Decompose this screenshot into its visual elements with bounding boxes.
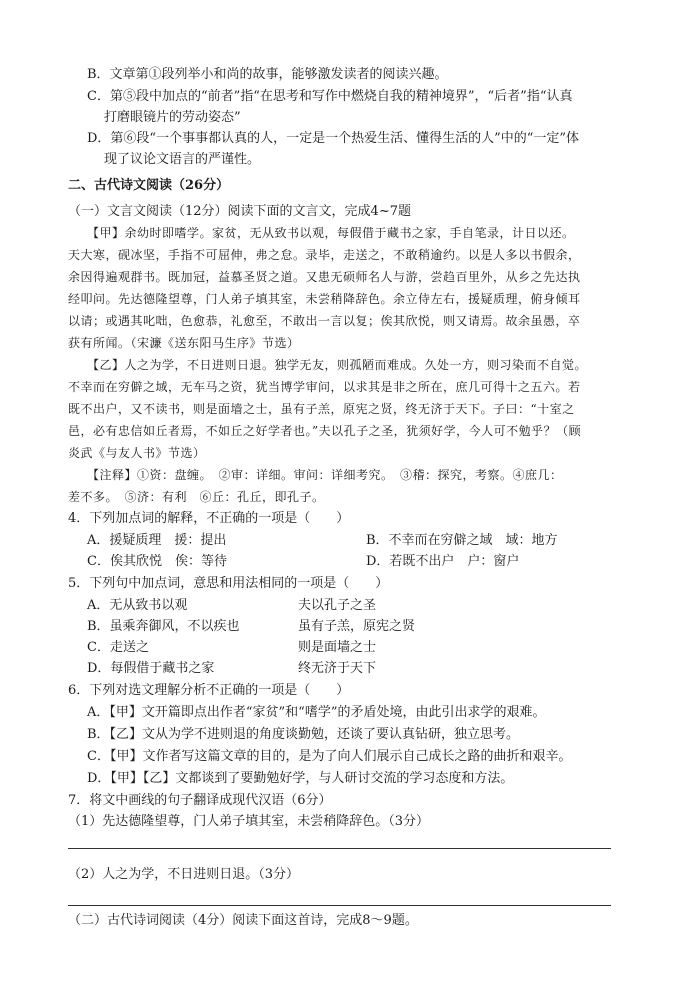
q4-option-c: C．俟其欣悦 俟：等待 bbox=[87, 554, 227, 569]
q3-option-d-line2: 现了议论文语言的严谨性。 bbox=[104, 152, 261, 167]
q4-option-d: D．若既不出户 户：窗户 bbox=[366, 554, 520, 569]
passage-a-line: 余因得遍观群书。既加冠，益慕圣贤之道。又患无硕师名人与游，尝趋百里外，从乡之先达执 bbox=[68, 270, 581, 284]
part2-intro: （二）古代诗词阅读（4分）阅读下面这首诗，完成8～9题。 bbox=[68, 913, 418, 928]
q5-option-c-left: C．走送之 bbox=[87, 640, 149, 655]
passage-b-line: 既不出户，又不读书，则是面墙之士，虽有子羔，原宪之贤，终无济于天下。子曰：“十室之 bbox=[68, 402, 575, 416]
passage-b-line: 不幸而在穷僻之域，无车马之资，犹当博学审问，以求其是非之所在，庶几可得十之五六。若 bbox=[68, 380, 581, 394]
passage-a-line: 获有所闻。（宋濂《送东阳马生序》节选） bbox=[68, 336, 300, 350]
q6-option-a: A．【甲】文开篇即点出作者“家贫”和“嗜学”的矛盾处境，由此引出求学的艰难。 bbox=[87, 705, 546, 720]
q4-stem: 4．下列加点词的解释，不正确的一项是（ ） bbox=[68, 511, 350, 526]
q3-option-b: B．文章第①段列举小和尚的故事，能够激发读者的阅读兴趣。 bbox=[87, 67, 448, 82]
annotation-line: 【注释】①资：盘缠。 ②审：详细。审问：详细考究。 ③稽：探究，考察。④庶几： bbox=[87, 468, 563, 482]
q3-option-c-line2: 打磨眼镜片的劳动姿态” bbox=[104, 110, 241, 125]
q5-option-c-right: 则是面墙之士 bbox=[298, 640, 377, 655]
q5-stem: 5．下列句中加点词，意思和用法相同的一项是（ ） bbox=[68, 576, 389, 591]
annotation-line: 差不多。 ⑤济：有利 ⑥丘：孔丘，即孔子。 bbox=[68, 490, 325, 504]
q4-option-a: A．援疑质理 援：提出 bbox=[87, 533, 227, 548]
q6-option-c: C．【甲】文作者写这篇文章的目的，是为了向人们展示自己成长之路的曲折和艰辛。 bbox=[87, 749, 572, 764]
q6-stem: 6．下列对选文理解分析不正确的一项是（ ） bbox=[68, 683, 350, 698]
passage-a-line: 以请；或遇其叱咄，色愈恭，礼愈至，不敢出一言以复；俟其欣悦，则又请焉。故余虽愚，卒 bbox=[68, 314, 581, 328]
q3-option-d-line1: D．第⑥段“一个事事都认真的人，一定是一个热爱生活、懂得生活的人”中的“一定”体 bbox=[87, 131, 580, 146]
q7-sentence-1: （1）先达德隆望尊，门人弟子填其室，未尝稍降辞色。（3分） bbox=[68, 814, 430, 829]
part1-intro: （一）文言文阅读（12分）阅读下面的文言文，完成4~7题 bbox=[68, 204, 411, 219]
q4-option-b: B．不幸而在穷僻之域 域：地方 bbox=[366, 533, 558, 548]
q5-option-d-left: D．每假借于藏书之家 bbox=[87, 661, 215, 676]
q6-option-d: D．【甲】【乙】文都谈到了要勤勉好学，与人研讨交流的学习态度和方法。 bbox=[87, 771, 514, 786]
q6-option-b: B．【乙】文从为学不进则退的角度谈勤勉，还谈了要认真钻研，独立思考。 bbox=[87, 727, 520, 742]
answer-line-1[interactable] bbox=[68, 848, 611, 849]
section2-title: 二、古代诗文阅读（26分） bbox=[68, 178, 230, 193]
passage-b-line: 【乙】人之为学，不日进则日退。独学无友，则孤陋而难成。久处一方，则习染而不自觉。 bbox=[87, 358, 588, 372]
q5-option-d-right: 终无济于天下 bbox=[298, 661, 377, 676]
q5-option-b-left: B．虽乘奔御风，不以疾也 bbox=[87, 619, 240, 634]
passage-b-line: 炎武《与友人书》节选） bbox=[68, 446, 206, 460]
passage-a-line: 【甲】余幼时即嗜学。家贫，无从致书以观，每假借于藏书之家，手自笔录，计日以还。 bbox=[87, 226, 575, 240]
q3-option-c-line1: C．第⑤段中加点的“前者”指“在思考和写作中燃烧自我的精神境界”，“后者”指“认真 bbox=[87, 89, 573, 104]
q5-option-a-right: 夫以孔子之圣 bbox=[298, 598, 377, 613]
q5-option-b-right: 虽有子羔，原宪之贤 bbox=[298, 619, 416, 634]
q7-stem: 7．将文中画线的句子翻译成现代汉语（6分） bbox=[68, 793, 332, 808]
passage-a-line: 经叩问。先达德隆望尊，门人弟子填其室，未尝稍降辞色。余立侍左右，援疑质理，俯身倾耳 bbox=[68, 292, 581, 306]
q7-sentence-2: （2）人之为学，不日进则日退。（3分） bbox=[68, 867, 300, 882]
passage-a-line: 天大寒，砚冰坚，手指不可屈伸，弗之怠。录毕，走送之，不敢稍逾约。以是人多以书假余， bbox=[68, 248, 581, 262]
q5-option-a-left: A．无从致书以观 bbox=[87, 598, 188, 613]
passage-b-line: 邑，必有忠信如丘者焉，不如丘之好学者也。”夫以孔子之圣，犹须好学，今人可不勉乎？（顾 bbox=[68, 424, 582, 438]
answer-line-2[interactable] bbox=[68, 905, 611, 906]
